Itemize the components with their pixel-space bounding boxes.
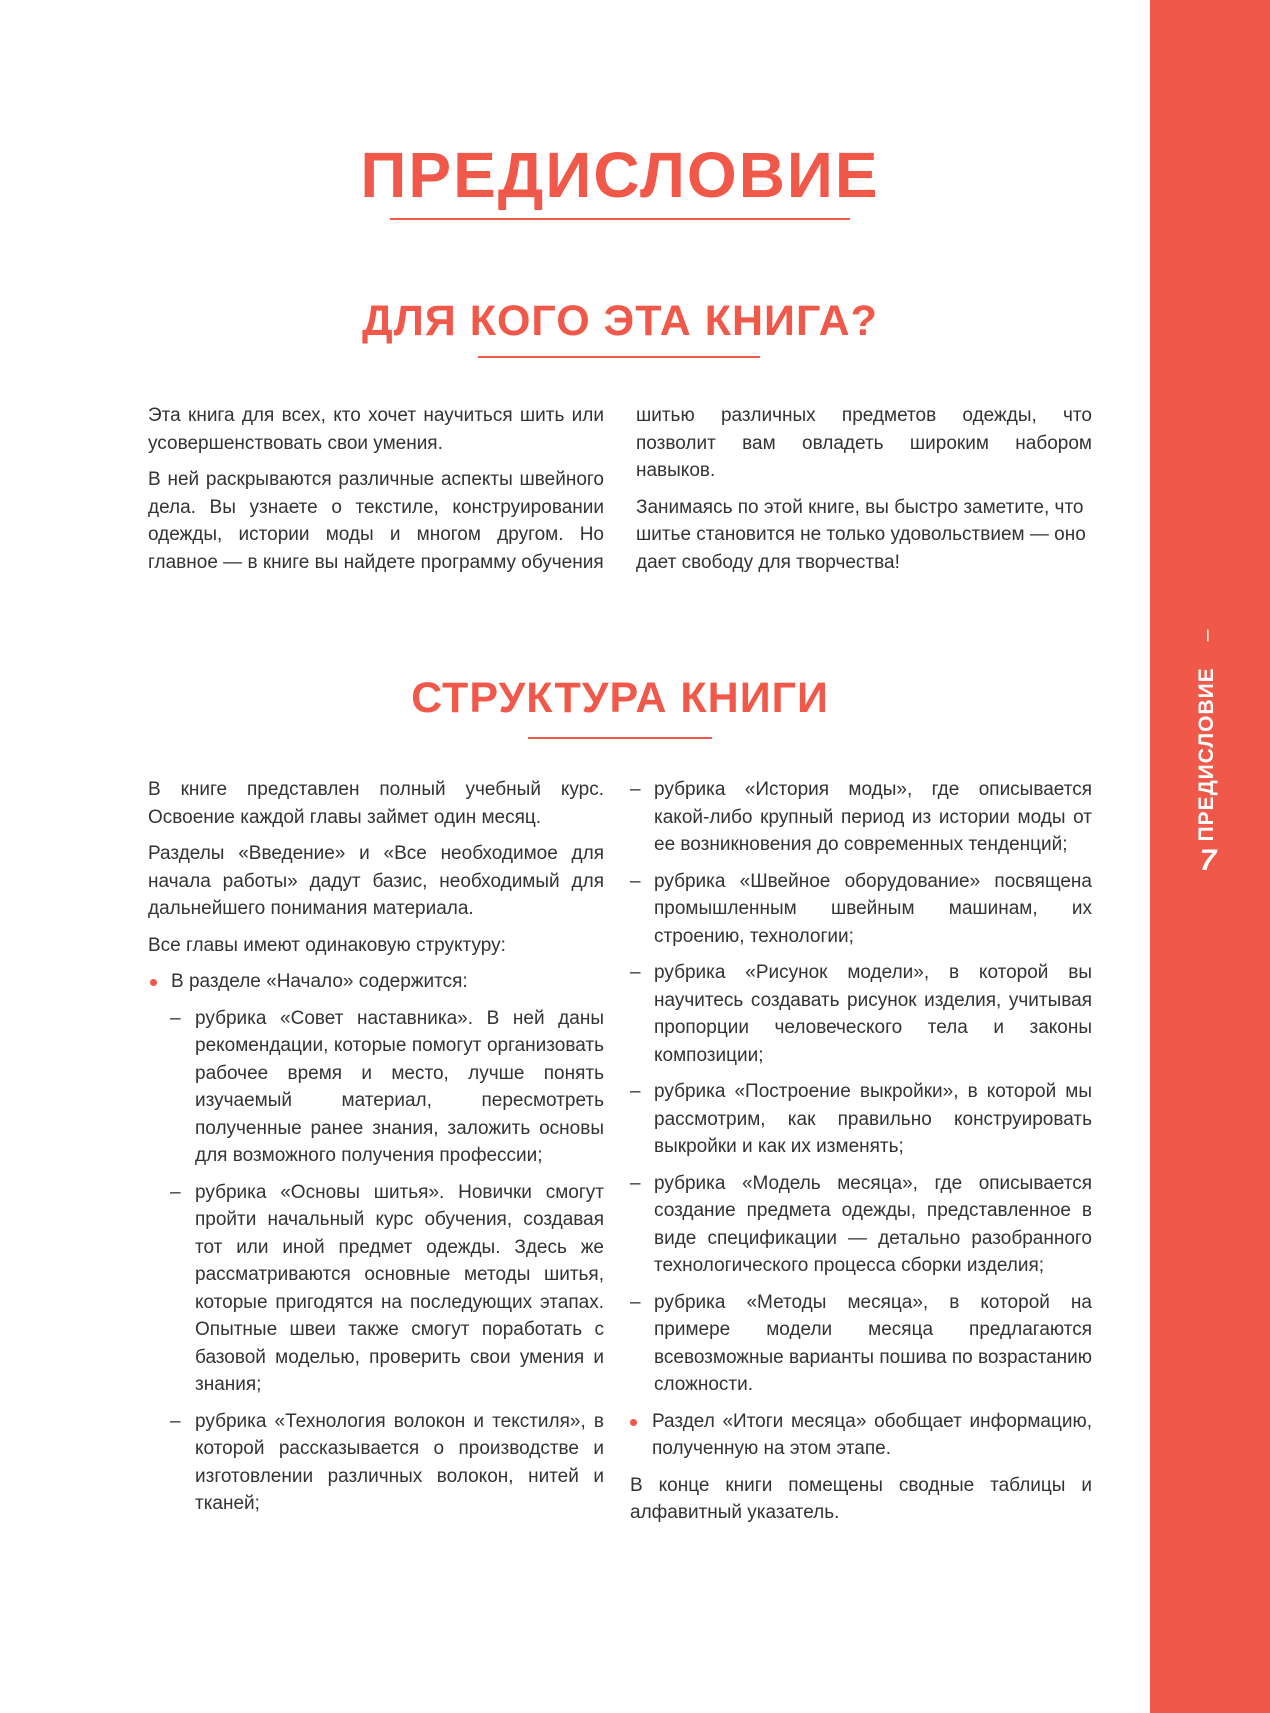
dash-text: рубрика «Построение выкройки», в которой мы рассмотрим, как правильно конструировать выкройки и как их изменять; bbox=[654, 1081, 1092, 1157]
dash-item bbox=[630, 868, 1092, 951]
paragraph: В конце книги помещены сводные таблицы и алфавитный указатель. bbox=[630, 1474, 1092, 1523]
section-heading-structure: СТРУКТУРА КНИГИ bbox=[411, 674, 829, 722]
dash-text: рубрика «Основы шитья». Новички смогут пройти начальный курс обучения, создавая тот или иной предмет одежды. Здесь же рассматриваются основные методы шитья, которые пригодятся на последующих этапах. Опытные швеи также смогут поработать с базовой моделью, проверить свои умения и знания; bbox=[195, 1181, 604, 1395]
dash-mark: – bbox=[630, 962, 641, 983]
section-underline-structure bbox=[528, 737, 712, 739]
section1-left-column bbox=[148, 402, 604, 585]
page-title: ПРЕДИСЛОВИЕ bbox=[360, 139, 880, 211]
section-underline-audience bbox=[478, 356, 760, 358]
section-heading-audience: ДЛЯ КОГО ЭТА КНИГА? bbox=[362, 297, 878, 345]
title-underline bbox=[390, 218, 850, 220]
dash-item bbox=[630, 959, 1092, 1069]
bullet-dot-icon bbox=[630, 1419, 637, 1426]
bullet-text: В разделе «Начало» содержится: bbox=[171, 971, 468, 992]
dash-text: рубрика «Модель месяца», где описывается создание предмета одежды, представленное в виде спецификации — детально разобранного технологического процесса сборки изделия; bbox=[654, 1172, 1092, 1276]
dash-item bbox=[630, 1170, 1092, 1280]
paragraph: В книге представлен полный учебный курс. Освоение каждой главы займет один месяц. bbox=[148, 779, 604, 828]
dash-text: рубрика «Методы месяца», в которой на примере модели месяца предлагаются всевозможные варианты пошива по возрастанию сложности. bbox=[654, 1291, 1092, 1395]
paragraph: Все главы имеют одинаковую структуру: bbox=[148, 934, 506, 956]
section2-left-column bbox=[148, 776, 604, 1527]
dash-item bbox=[148, 1005, 604, 1170]
dash-mark: – bbox=[170, 1181, 181, 1203]
dash-text: рубрика «Совет наставника». В ней даны рекомендации, которые помогут организовать рабочее время и место, лучше понять изучаемый материал, пересмотреть полученные ранее знания, заложить основы для возможного получения профессии; bbox=[195, 1007, 604, 1166]
bullet-item bbox=[630, 1408, 1092, 1463]
paragraph: В ней раскрываются различные аспекты швейного дела. Вы узнаете о текстиле, конструировании одежды, истории моды и многом другом. Но главное — в книге вы найдете программу обучения bbox=[148, 469, 604, 573]
dash-mark: – bbox=[170, 1410, 181, 1432]
dash-mark: – bbox=[630, 1081, 641, 1102]
dash-mark: – bbox=[630, 870, 641, 892]
paragraph: Эта книга для всех, кто хочет научиться шить или усовершенствовать свои умения. bbox=[148, 405, 604, 454]
dash-item bbox=[148, 1179, 604, 1399]
dash-mark: – bbox=[630, 1172, 641, 1194]
bullet-text: Раздел «Итоги месяца» обобщает информацию, полученную на этом этапе. bbox=[652, 1410, 1092, 1459]
paragraph: Разделы «Введение» и «Все необходимое для начала работы» дадут базис, необходимый для дальнейшего понимания материала. bbox=[148, 843, 604, 919]
dash-text: рубрика «Рисунок модели», в которой вы научитесь создавать рисунок изделия, учитывая пропорции человеческого тела и законы композиции; bbox=[654, 962, 1092, 1066]
section1-right-column bbox=[636, 402, 1092, 585]
bullet-item bbox=[148, 968, 604, 996]
page-number: 7 bbox=[1199, 844, 1217, 877]
dash-mark: – bbox=[170, 1007, 181, 1029]
dash-text: рубрика «Технология волокон и текстиля», в которой рассказывается о производстве и изготовлении различных волокон, нитей и тканей; bbox=[195, 1410, 604, 1514]
dash-item bbox=[630, 776, 1092, 859]
section-label-text: ПРЕДИСЛОВИЕ bbox=[1195, 667, 1218, 842]
dash-text: рубрика «Швейное оборудование» посвящена промышленным швейным машинам, их строению, технологии; bbox=[654, 870, 1092, 947]
dash-text: рубрика «История моды», где описывается какой-либо крупный период из истории моды от ее возникновения до современных тенденций; bbox=[654, 779, 1092, 855]
section-label-vertical bbox=[1195, 629, 1219, 842]
paragraph: Занимаясь по этой книге, вы быстро заметите, что шитье становится не только удовольствием — оно дает свободу для творчества! bbox=[636, 496, 1086, 573]
dash-item bbox=[630, 1078, 1092, 1161]
section2-right-column bbox=[630, 776, 1092, 1536]
dash-mark: – bbox=[630, 779, 641, 800]
bullet-dot-icon bbox=[150, 979, 157, 986]
dash-item bbox=[630, 1289, 1092, 1399]
paragraph: шитью различных предметов одежды, что позволит вам овладеть широким набором навыков. bbox=[636, 405, 1092, 481]
dash-mark: – bbox=[630, 1291, 641, 1313]
dash-item bbox=[148, 1408, 604, 1518]
section-label-dash: – bbox=[1195, 628, 1218, 642]
